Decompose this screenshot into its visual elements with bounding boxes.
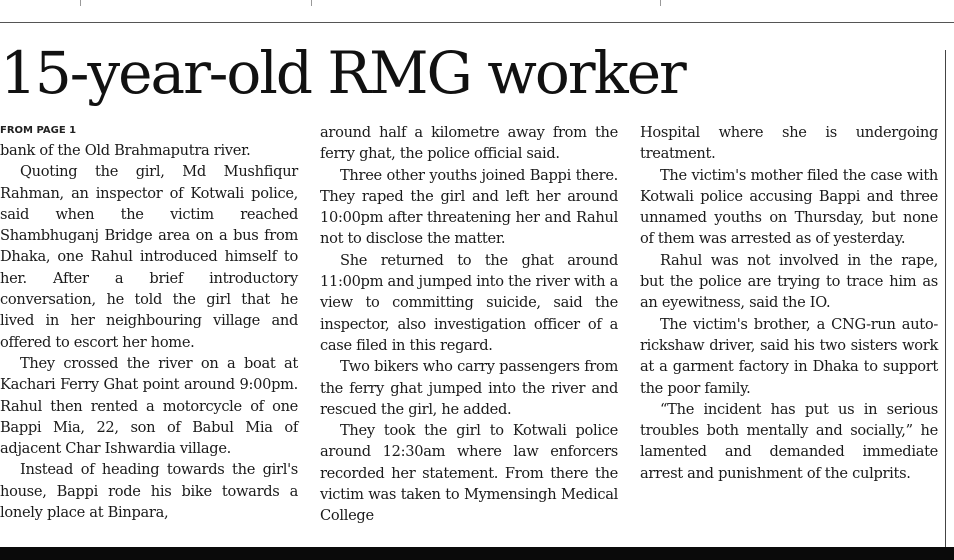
- bottom-edge-bar: [0, 547, 954, 560]
- paragraph: Rahul was not involved in the rape, but the police are trying to trace him as an eyewitness, said the IO.: [640, 251, 938, 312]
- top-tick-middle: [311, 0, 312, 6]
- paragraph: around half a kilometre away from the ferry ghat, the police official said.: [320, 124, 618, 163]
- paragraph: Two bikers who carry passengers from the ferry ghat jumped into the river and rescued the girl, he added.: [320, 358, 618, 418]
- paragraph: They crossed the river on a boat at Kachari Ferry Ghat point around 9:00pm. Rahul then rented a motorcycle of one Bappi Mia, 22, son of Babul Mia of adjacent Char Ishwardia village.: [0, 354, 298, 458]
- paragraph: bank of the Old Brahmaputra river.: [0, 142, 251, 159]
- paragraph: Hospital where she is undergoing treatment.: [640, 124, 938, 163]
- paragraph: The victim's brother, a CNG-run auto-rickshaw driver, said his two sisters work at a garment factory in Dhaka to support the poor family.: [640, 315, 938, 397]
- headline: 15-year-old RMG worker: [0, 39, 685, 107]
- kicker-from-page: FROM PAGE 1: [0, 125, 77, 136]
- top-tick-right: [660, 0, 661, 6]
- article-column-2: [320, 122, 618, 527]
- top-rule: [0, 22, 954, 23]
- paragraph: Instead of heading towards the girl's house, Bappi rode his bike towards a lonely place at Binpara,: [0, 461, 298, 522]
- top-tick-left: [80, 0, 81, 6]
- paragraph: Three other youths joined Bappi there. They raped the girl and left her around 10:00pm after threatening her and Rahul not to disclose the matter.: [320, 166, 618, 248]
- paragraph: Quoting the girl, Md Mushfiqur Rahman, an inspector of Kotwali police, said when the victim reached Shambhuganj Bridge area on a bus from Dhaka, one Rahul introduced himself to her. After a brief introductory conversation, he told the girl that he lived in her neighbouring village and offered to escort her home.: [0, 163, 298, 351]
- article-column-1: [0, 122, 298, 523]
- article-column-3: [640, 122, 938, 484]
- right-column-rule: [945, 50, 946, 550]
- paragraph: The victim's mother filed the case with Kotwali police accusing Bappi and three unnamed youths on Thursday, but none of them was arrested as of yesterday.: [640, 166, 938, 248]
- paragraph: They took the girl to Kotwali police around 12:30am where law enforcers recorded her statement. From there the victim was taken to Mymensingh Medical College: [320, 422, 618, 525]
- paragraph: She returned to the ghat around 11:00pm and jumped into the river with a view to committing suicide, said the inspector, also investigation officer of a case filed in this regard.: [320, 251, 618, 354]
- paragraph: “The incident has put us in serious troubles both mentally and socially,” he lamented and demanded immediate arrest and punishment of the culprits.: [640, 400, 938, 482]
